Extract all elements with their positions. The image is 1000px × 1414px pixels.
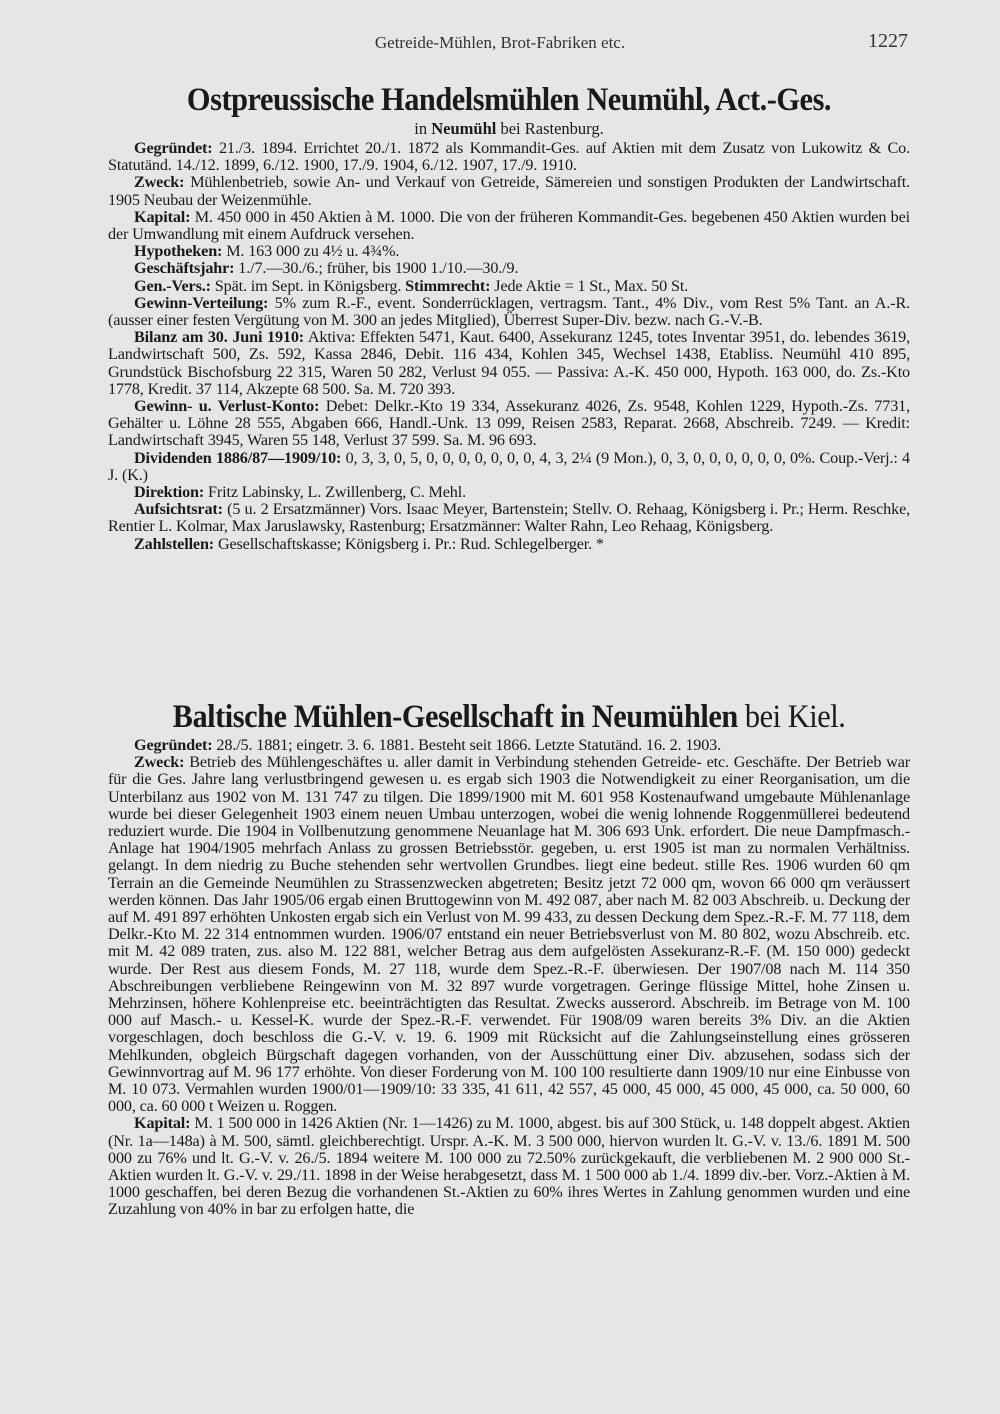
paragraph-label: Gen.-Vers.: — [134, 276, 211, 295]
entry-body — [108, 140, 910, 553]
subtitle-post: bei Rastenburg. — [496, 119, 604, 138]
paragraph-text: (5 u. 2 Ersatzmänner) Vors. Isaac Meyer, Bartenstein; Stellv. O. Rehaag, Königsberg i. Pr.; Herm. Reschke, Rentier L. Kolmar, Max Jaruslawsky, Rastenburg; Ersatzmänner: Walter Rahn, Leo Rehaag, Königsberg. — [108, 500, 910, 536]
paragraph — [108, 484, 910, 501]
entry-body — [108, 737, 910, 1219]
paragraph — [108, 260, 910, 277]
paragraph — [108, 1115, 910, 1218]
paragraph — [108, 140, 910, 174]
paragraph-text: M. 163 000 zu 4½ u. 4¾%. — [222, 242, 400, 261]
paragraph-label: Zahlstellen: — [134, 534, 215, 553]
title-location: bei Kiel. — [737, 699, 846, 735]
paragraph-text: Mühlenbetrieb, sowie An- und Verkauf von Getreide, Sämereien und sonstigen Produkten der Landwirtschaft. 1905 Neubau der Weizenmühle. — [108, 173, 910, 209]
paragraph-text: 5% zum R.-F., event. Sonderrücklagen, vertragsm. Tant., 4% Div., vom Rest 5% Tant. an A.-R. (ausser einer festen Vergütung von M. 300 an jedes Mitglied), Überrest Super-Div. bezw. nach G.-V.-B. — [108, 293, 910, 330]
subtitle-pre: in — [414, 119, 432, 138]
paragraph-text: M. 450 000 in 450 Aktien à M. 1000. Die von der früheren Kommandit-Ges. begebenen 450 Aktien wurden bei der Umwandlung mit einem Aufdruck versehen. — [108, 207, 910, 244]
company-entry-baltische — [108, 697, 910, 1219]
paragraph — [108, 243, 910, 260]
paragraph-label: Stimmrecht: — [405, 276, 491, 295]
paragraph — [108, 329, 910, 398]
company-title — [140, 697, 878, 737]
paragraph-label: Direktion: — [134, 483, 205, 502]
paragraph-text: 1./7.—30./6.; früher, bis 1900 1./10.—30./9. — [234, 259, 519, 278]
paragraph — [108, 278, 910, 295]
paragraph-label: Gewinn- u. Verlust-Konto: — [134, 397, 320, 416]
paragraph — [108, 398, 910, 450]
paragraph-label: Dividenden 1886/87—1909/10: — [134, 448, 342, 467]
paragraph-label: Gegründet: — [134, 139, 213, 157]
paragraph — [108, 754, 910, 1115]
paragraph-label: Zweck: — [134, 173, 185, 192]
paragraph-text: Jede Aktie = 1 St., Max. 50 St. — [490, 276, 689, 295]
paragraph — [108, 501, 910, 535]
paragraph-text: Spät. im Sept. in Königsberg. — [210, 276, 406, 295]
paragraph-label: Kapital: — [134, 1114, 191, 1133]
paragraph — [108, 209, 910, 243]
page-number: 1227 — [868, 30, 908, 52]
title-main: Baltische Mühlen-Gesellschaft in Neumühlen — [172, 699, 738, 735]
paragraph-label: Hypotheken: — [134, 242, 223, 261]
company-title: Ostpreussische Handelsmühlen Neumühl, Act.-Ges. — [186, 82, 832, 118]
paragraph-text: 28./5. 1881; eingetr. 3. 6. 1881. Besteht seit 1866. Letzte Statutänd. 16. 2. 1903. — [212, 736, 722, 754]
paragraph-label: Aufsichtsrat: — [134, 500, 223, 519]
running-head: Getreide-Mühlen, Brot-Fabriken etc. — [374, 33, 626, 52]
paragraph-text: Gesellschaftskasse; Königsberg i. Pr.: Rud. Schlegelberger. * — [214, 534, 604, 553]
paragraph-label: Gewinn-Verteilung: — [134, 293, 269, 312]
paragraph-label: Geschäftsjahr: — [134, 259, 235, 278]
paragraph-text: Betrieb des Mühlengeschäftes u. aller damit in Verbindung stehenden Getreide- etc. Geschäfte. Der Betrieb war für die Ges. Jahre lang verlustbringend gewesen u. es ergab sich 1903 die Notwendigkeit zu einer Reorganisation, um die Unterbilanz aus 1902 von M. 131 747 zu tilgen. Die 1899/1900 mit M. 601 958 Kostenaufwand umgebaute Mühlenanlage wurde bei dieser Gelegenheit 1903 einem neuen Umbau unterzogen, wobei die wenig lohnende Roggenmüllerei bedeutend reduziert wurde. Die 1904 in Vollbenutzung genommene Neuanlage hat M. 306 693 Unk. erfordert. Die neue Dampfmasch.-Anlage hat 1904/1905 mehrfach Anlass zu grossen Betriebsstör. gegeben, u. erst 1905 ist man zu normalen Verhältniss. gelangt. In dem niedrig zu Buche stehenden sehr wertvollen Grundbes. liegt eine bedeut. stille Res. 1906 wurden 60 qm Terrain an die Gemeinde Neumühlen zu Strassenzwecken abgetreten; Besitz jetzt 72 000 qm, wovon 66 000 qm veräussert werden können. Das Jahr 1905/06 ergab einen Bruttogewinn von M. 492 087, aber nach M. 82 003 Abschreib. u. Deckung der auf M. 491 897 erhöhten Unkosten ergab sich ein Verlust von M. 99 433, zu dessen Deckung dem Spez.-R.-F. M. 77 118, dem Delkr.-Kto M. 22 314 entnommen wurden. 1906/07 entstand ein neuer Betriebsverlust von M. 80 802, wozu Abschreib. etc. mit M. 42 089 traten, zus. also M. 122 881, welcher Betrag aus dem aufgelösten Assekuranz-R.-F. (M. 150 000) gedeckt wurde. Der Rest aus diesem Fonds, M. 27 118, wurde dem Spez.-R.-F. überwiesen. Der 1907/08 nach M. 114 350 Abschreibungen verbliebene Reingewinn von M. 32 897 wurde vorgetragen. Geringe flüssige Mittel, hohe Zinsen u. Mehrzinsen, höhere Kohlenpreise etc. beeinträchtigten das Resultat. Zwecks ausserord. Abschreib. im Betrage von M. 100 000 auf Masch.- u. Kessel-K. wurde der Spez.-R.-F. verwendet. Für 1908/09 waren bereits 3% Div. an die Aktien vorgeschlagen, doch beschloss die G.-V. v. 19. 6. 1909 mit Rücksicht auf die Zahlungseinstellung eines grösseren Mehlkunden, obgleich Bürgschaft dagegen vorhanden, von der Ausschüttung einer Div. abzusehen, sodass sich der Gewinnvortrag auf M. 96 177 erhöhte. Von dieser Forderung von M. 100 100 resultierte dann 1909/10 nur eine Einbusse von M. 10 073. Vermahlen wurden 1900/01—1909/10: 33 335, 41 611, 42 557, 45 000, 45 000, 45 000, 45 000, ca. 50 000, 60 000, ca. 60 000 t Weizen u. Roggen. — [108, 753, 910, 1116]
subtitle-place: Neumühl — [431, 119, 497, 138]
company-location — [108, 120, 910, 138]
paragraph — [108, 450, 910, 484]
paragraph-label: Kapital: — [134, 207, 191, 226]
paragraph-text: 21./3. 1894. Errichtet 20./1. 1872 als Kommandit-Ges. auf Aktien mit dem Zusatz von Lukowitz & Co. Statutänd. 14./12. 1899, 6./12. 1900, 17./9. 1904, 6./12. 1907, 17./9. 1910. — [108, 139, 910, 175]
paragraph-text: M. 1 500 000 in 1426 Aktien (Nr. 1—1426) zu M. 1000, abgest. bis auf 300 Stück, u. 148 doppelt abgest. Aktien (Nr. 1a—148a) à M. 500, sämtl. gleichberechtigt. Urspr. A.-K. M. 3 500 000, hiervon wurden lt. G.-V. v. 13./6. 1891 M. 500 000 zu 76% und lt. G.-V. v. 26./5. 1894 weitere M. 100 000 zu 72.50% zurückgekauft, die verbliebenen M. 2 900 000 St.-Aktien wurden lt. G.-V. v. 29./11. 1898 in der Weise herabgesetzt, dass M. 1 500 000 ab 1./4. 1899 div.-ber. Vorz.-Aktien à M. 1000 geschaffen, bei deren Bezug die vorhandenen St.-Aktien zu 60% ihres Wertes in Zahlung genommen wurden und eine Zuzahlung von 40% in bar zu erfolgen hatte, die — [108, 1114, 910, 1219]
paragraph-text: 0, 3, 3, 0, 5, 0, 0, 0, 0, 0, 0, 0, 4, 3, 2¼ (9 Mon.), 0, 3, 0, 0, 0, 0, 0, 0, 0%. Coup.-Verj.: 4 J. (K.) — [108, 448, 910, 484]
company-entry-ostpreussische — [108, 80, 910, 553]
paragraph-label: Zweck: — [134, 753, 185, 772]
paragraph — [108, 737, 910, 754]
paragraph — [108, 174, 910, 208]
paragraph-text: Aktiva: Effekten 5471, Kaut. 6400, Assekuranz 1245, totes Inventar 3951, do. lebendes 3619, Landwirtschaft 500, Zs. 592, Kassa 2846, Debit. 116 434, Kohlen 345, Wechsel 1438, Etabliss. Neumühl 410 895, Grundstück Bischofsburg 22 315, Waren 50 282, Verlust 94 055. — Passiva: A.-K. 450 000, Hypoth. 163 000, do. Zs.-Kto 1778, Kredit. 37 114, Akzepte 68 500. Sa. M. 720 393. — [108, 328, 910, 398]
paragraph-text: Debet: Delkr.-Kto 19 334, Assekuranz 4026, Zs. 9548, Kohlen 1229, Hypoth.-Zs. 7731, Gehälter u. Löhne 28 555, Abgaben 666, Handl.-Unk. 13 099, Reisen 2583, Reparat. 2668, Abschreib. 7249. — Kredit: Landwirtschaft 3945, Waren 55 148, Verlust 37 599. Sa. M. 96 693. — [108, 397, 910, 450]
paragraph — [108, 536, 910, 553]
paragraph — [108, 295, 910, 329]
paragraph-label: Gegründet: — [134, 736, 213, 754]
paragraph-label: Bilanz am 30. Juni 1910: — [134, 328, 305, 347]
paragraph-text: Fritz Labinsky, L. Zwillenberg, C. Mehl. — [204, 483, 466, 502]
